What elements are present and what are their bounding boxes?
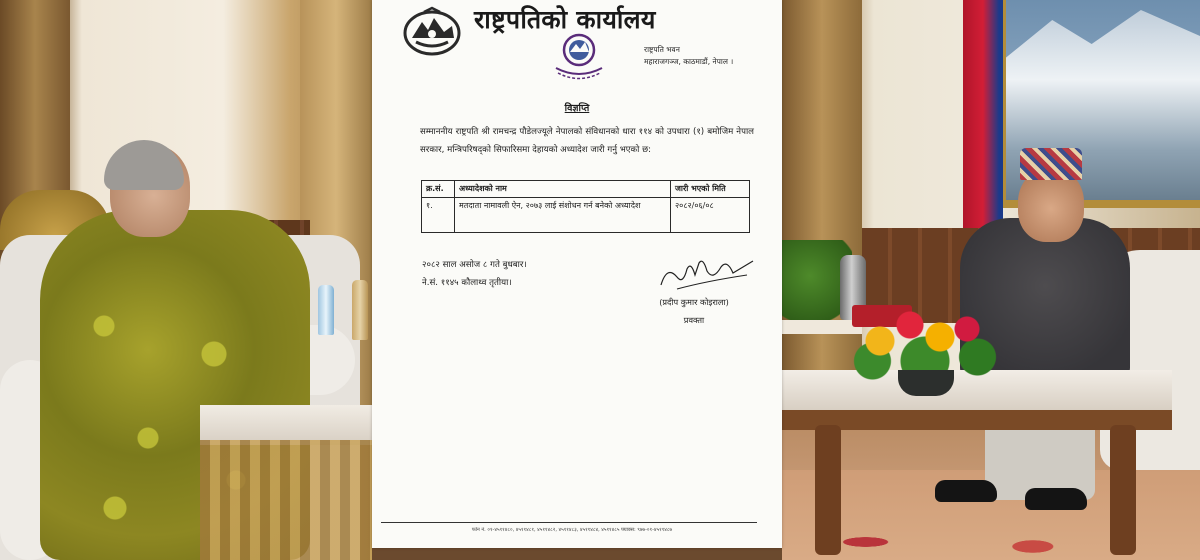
table-leg-1 <box>815 425 841 555</box>
woman-hair <box>104 140 184 190</box>
press-release-document <box>372 0 782 548</box>
signature-icon <box>657 255 757 300</box>
ordinance-table <box>421 180 750 233</box>
cell-ordinance-name: मतदाता नामावली ऐन, २०७३ लाई संशोधन गर्न बनेको अध्यादेश <box>455 198 671 233</box>
col-ordinance-name: अध्यादेशको नाम <box>455 181 671 198</box>
water-bottle-2 <box>352 280 368 340</box>
photo-left-scene <box>0 0 372 560</box>
col-serial: क्र.सं. <box>422 181 455 198</box>
shoe-left <box>935 480 997 502</box>
nepal-emblem-icon <box>402 6 462 56</box>
signer-name: (प्रदीप कुमार कोइराला) <box>659 297 729 307</box>
footer-contact: फोन नं. ०१-४५११४८०, ४५११४८१, ४५११४८२, ४५११४८३, ४५११४८४, ४५११४८५ फ्याक्स: ९७७-०१-४५११४८७ <box>471 527 673 533</box>
table-leg-2 <box>1110 425 1136 555</box>
date-line-bs: २०८२ साल असोज ८ गते बुधबार। <box>422 260 527 270</box>
shoe-right <box>1025 488 1087 510</box>
notice-heading: विज्ञप्ति <box>564 103 590 114</box>
office-seal-icon <box>550 24 608 80</box>
cell-serial: १. <box>422 198 455 233</box>
office-title: राष्ट्रपतिको कार्यालय <box>474 5 656 34</box>
table-header-row <box>422 181 750 198</box>
signer-role: प्रवक्ता <box>683 315 705 325</box>
address-line-2: महाराजगञ्ज, काठमाडौं, नेपाल । <box>644 57 734 66</box>
cell-issue-date: २०८२/०६/०८ <box>671 198 750 233</box>
col-issue-date: जारी भएको मिति <box>671 181 750 198</box>
notice-paragraph: सम्माननीय राष्ट्रपति श्री रामचन्द्र पौडेलज्यूले नेपालको संविधानको धारा ११४ को उपधारा (१) बमोजिम नेपाल सरकार, मन्त्रिपरिषद्को सिफारिसमा देहायको अध्यादेश जारी गर्नु भएको छ: <box>420 127 754 155</box>
table-base-left <box>200 440 372 560</box>
dhaka-topi-cap <box>1020 148 1082 180</box>
coffee-table-left <box>200 405 372 445</box>
address-line-1: राष्ट्रपति भवन <box>644 45 680 54</box>
water-bottle <box>318 285 334 335</box>
table-row <box>422 198 750 233</box>
date-line-ns: ने.सं. ११४५ कौलाथ्व तृतीया। <box>422 278 512 288</box>
footer-rule <box>381 522 757 523</box>
flower-vase <box>898 370 954 396</box>
